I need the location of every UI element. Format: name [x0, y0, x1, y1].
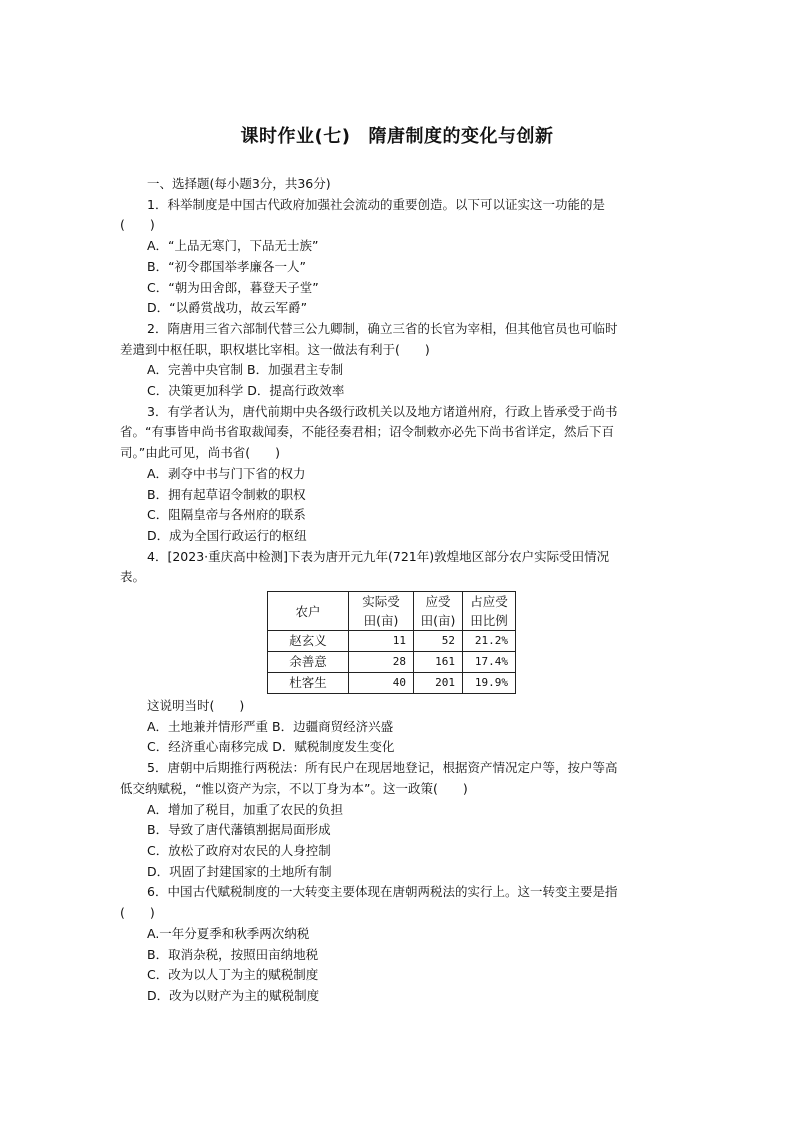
- question-3: [120, 402, 680, 547]
- ratio: 21.2%: [463, 631, 516, 652]
- table-row: [268, 673, 516, 694]
- question-5: [120, 758, 680, 882]
- option-ab: A．完善中央官制 B．加强君主专制: [147, 362, 344, 378]
- option-a: A．“上品无寒门，下品无士族”: [147, 238, 319, 254]
- question-stem: 这说明当时( ): [147, 698, 245, 714]
- question-4: [120, 547, 680, 759]
- farmer-name: 杜客生: [268, 673, 349, 694]
- question-stem: 差遣到中枢任职，职权堪比宰相。这一做法有利于( ): [120, 341, 430, 357]
- option-d: D．巩固了封建国家的土地所有制: [147, 863, 332, 879]
- question-1: [120, 195, 680, 319]
- option-b: B．“初令郡国举孝廉各一人”: [147, 258, 307, 274]
- question-stem: 4．[2023·重庆高中检测]下表为唐开元九年(721年)敦煌地区部分农户实际受田情况: [147, 548, 610, 564]
- option-ab: A．土地兼并情形严重 B．边疆商贸经济兴盛: [147, 718, 394, 734]
- question-2: [120, 319, 680, 402]
- ratio: 17.4%: [463, 652, 516, 673]
- option-b: B．导致了唐代藩镇割据局面形成: [147, 822, 331, 838]
- section-heading: 一、选择题(每小题3分，共36分): [147, 176, 331, 191]
- question-stem: 3．有学者认为，唐代前期中央各级行政机关以及地方诸道州府，行政上皆承受于尚书: [147, 403, 618, 419]
- table-header-cell: [268, 592, 349, 631]
- option-cd: C．经济重心南移完成 D．赋税制度发生变化: [147, 739, 395, 755]
- allotted-land: 161: [414, 652, 463, 673]
- actual-land: 40: [349, 673, 414, 694]
- option-a: A．增加了税目，加重了农民的负担: [147, 801, 344, 817]
- land-allocation-table: [267, 591, 516, 694]
- option-b: B．取消杂税，按照田亩纳地税: [147, 946, 319, 962]
- header-label: 田(亩): [363, 613, 399, 629]
- document-body: [120, 174, 680, 1007]
- header-label: 农户: [295, 603, 321, 619]
- table-row: [268, 652, 516, 673]
- option-c: C．放松了政府对农民的人身控制: [147, 842, 331, 858]
- header-label: 应受: [425, 594, 451, 610]
- question-stem: 低交纳赋税，“惟以资产为宗，不以丁身为本”。这一政策( ): [120, 780, 468, 796]
- page-title: [0, 122, 794, 148]
- option-c: C．阻隔皇帝与各州府的联系: [147, 507, 306, 523]
- question-stem: 1．科举制度是中国古代政府加强社会流动的重要创造。以下可以证实这一功能的是: [147, 196, 605, 212]
- table-header-row: [268, 592, 516, 631]
- farmer-name: 赵玄义: [268, 631, 349, 652]
- question-stem: 表。: [120, 569, 146, 585]
- question-stem: 司。”由此可见，尚书省( ): [120, 445, 280, 461]
- farmer-name: 余善意: [268, 652, 349, 673]
- question-stem: ( ): [120, 217, 155, 233]
- title-part1: 课时作业(七): [240, 126, 351, 147]
- option-d: D．改为以财产为主的赋税制度: [147, 987, 320, 1003]
- option-a: A.一年分夏季和秋季两次纳税: [147, 925, 310, 941]
- allotted-land: 201: [414, 673, 463, 694]
- option-d: D．“以爵赏战功，故云军爵”: [147, 300, 308, 316]
- header-label: 实际受: [362, 594, 400, 610]
- ratio: 19.9%: [463, 673, 516, 694]
- question-stem: 5．唐朝中后期推行两税法：所有民户在现居地登记，根据资产情况定户等，按户等高: [147, 760, 618, 776]
- header-label: 田(亩): [420, 613, 456, 629]
- header-label: 占应受: [470, 594, 508, 610]
- option-d: D．成为全国行政运行的枢纽: [147, 527, 307, 543]
- table-row: [268, 631, 516, 652]
- option-c: C．改为以人丁为主的赋税制度: [147, 967, 319, 983]
- actual-land: 28: [349, 652, 414, 673]
- question-stem: 2．隋唐用三省六部制代替三公九卿制，确立三省的长官为宰相，但其他官员也可临时: [147, 320, 618, 336]
- question-stem: 6．中国古代赋税制度的一大转变主要体现在唐朝两税法的实行上。这一转变主要是指: [147, 884, 618, 900]
- option-c: C．“朝为田舍郎，暮登天子堂”: [147, 279, 319, 295]
- option-cd: C．决策更加科学 D．提高行政效率: [147, 383, 345, 399]
- table-header-cell: [463, 592, 516, 631]
- question-stem: 省。“有事皆申尚书省取裁闻奏，不能径奏君相；诏令制敕亦必先下尚书省详定，然后下百: [120, 424, 614, 440]
- option-b: B．拥有起草诏令制敕的职权: [147, 486, 306, 502]
- table-header-cell: [349, 592, 414, 631]
- header-label: 田比例: [470, 613, 508, 629]
- option-a: A．剥夺中书与门下省的权力: [147, 465, 306, 481]
- allotted-land: 52: [414, 631, 463, 652]
- question-stem: ( ): [120, 905, 155, 921]
- title-part2: 隋唐制度的变化与创新: [368, 126, 554, 147]
- actual-land: 11: [349, 631, 414, 652]
- table-header-cell: [414, 592, 463, 631]
- question-6: [120, 882, 680, 1006]
